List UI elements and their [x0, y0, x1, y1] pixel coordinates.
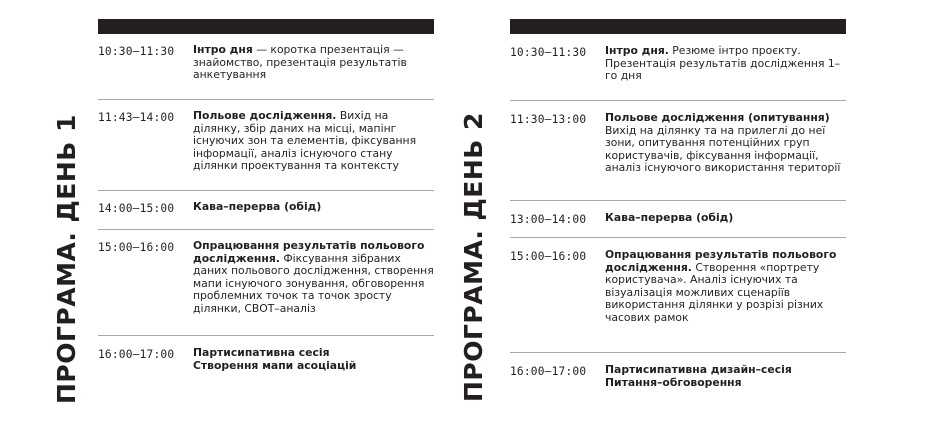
session-time: 15:00–16:00 — [510, 250, 587, 263]
session-time: 11:30–13:00 — [510, 113, 587, 126]
session-description — [605, 212, 846, 225]
session-description — [605, 249, 846, 324]
session-details: Вихід на ділянку та на прилеглі до неї зони, опитування потенційних груп користувачів, фіксування інформації, аналіз існуючого використання території — [605, 123, 841, 174]
day-2-header-bar — [510, 19, 846, 34]
session-details: Фіксування зібраних даних польового дослідження, створення мапи існуючого зонування, обговорення проблемних точок та точок зросту ділянки, СВОТ–аналіз — [193, 251, 434, 315]
session-title: Партисипативна дизайн–сесія Питання–обговорення — [605, 363, 792, 389]
session-time: 10:30–11:30 — [510, 46, 587, 59]
session-row — [510, 353, 846, 401]
session-description — [193, 201, 434, 214]
session-description — [193, 347, 434, 372]
session-row — [98, 230, 434, 336]
day-1-header-bar — [98, 19, 434, 34]
session-title: Інтро дня — [193, 43, 253, 56]
day-1-schedule — [98, 19, 434, 386]
session-details: Створення «портрету користувача». Аналіз існуючих та візуалізація можливих сценаріїв використання ділянки у розрізі різних часових рамок — [605, 260, 824, 324]
session-time: 13:00–14:00 — [510, 213, 587, 226]
session-row — [510, 238, 846, 353]
session-description — [193, 44, 434, 82]
session-time: 11:43–14:00 — [98, 111, 175, 124]
day-2-title: ПРОГРАМА. ДЕНЬ 2 — [459, 112, 488, 402]
session-title: Опрацювання результатів польового дослідження. — [605, 248, 837, 274]
session-time: 16:00–17:00 — [510, 365, 587, 378]
session-details: Вихід на ділянку, збір даних на місці, мапінг існуючих зон та елементів, фіксування інформації, аналіз існуючого стану ділянки проектування та контексту — [193, 109, 417, 172]
session-title: Кава–перерва (обід) — [605, 211, 734, 224]
session-time: 16:00–17:00 — [98, 348, 175, 361]
session-title: Інтро дня. — [605, 44, 669, 57]
session-description — [605, 112, 846, 175]
session-row — [98, 336, 434, 386]
session-title: Кава–перерва (обід) — [193, 200, 322, 213]
session-row — [98, 191, 434, 230]
session-row — [510, 201, 846, 238]
session-row — [510, 34, 846, 101]
day-2-schedule — [510, 19, 846, 401]
session-description — [605, 45, 846, 83]
session-details: — коротка презентація — знайомство, презентація результатів анкетування — [193, 43, 407, 81]
session-time: 15:00–16:00 — [98, 241, 175, 254]
session-description — [605, 364, 846, 389]
session-title: Польове дослідження (опитування) — [605, 111, 830, 124]
session-row — [510, 101, 846, 201]
session-title: Партисипативна сесія Створення мапи асоціацій — [193, 346, 357, 372]
session-details: Резюме інтро проєкту. Презентація результатів дослідження 1–го дня — [605, 44, 841, 82]
session-row — [98, 100, 434, 191]
session-row — [98, 34, 434, 100]
session-description — [193, 110, 434, 173]
session-description — [193, 240, 434, 315]
session-title: Польове дослідження. — [193, 109, 337, 122]
day-1-title: ПРОГРАМА. ДЕНЬ 1 — [52, 114, 81, 404]
session-title: Опрацювання результатів польового дослідження. — [193, 239, 425, 265]
session-time: 10:30–11:30 — [98, 45, 175, 58]
session-time: 14:00–15:00 — [98, 202, 175, 215]
